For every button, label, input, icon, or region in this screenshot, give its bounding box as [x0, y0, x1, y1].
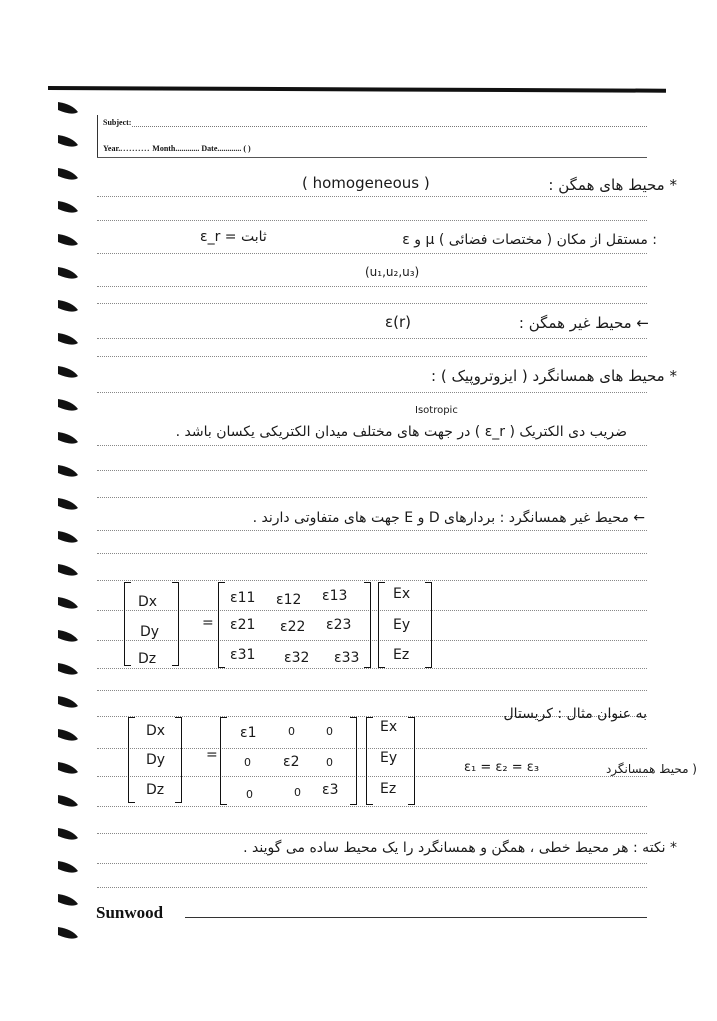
date-row: Year........... Month............ Date............ ( ) [103, 144, 251, 153]
e-vector-z: Ez [393, 647, 410, 663]
homogeneous-heading: * محیط های همگن : [548, 176, 677, 194]
isotropic-tag: Isotropic [415, 405, 458, 416]
e-vector-y: Ey [393, 617, 411, 633]
eps-cell: ε1 [240, 725, 257, 741]
subject-line [132, 126, 647, 127]
eps-cell: ε23 [326, 617, 352, 633]
binder-mark-icon [0, 0, 100, 1021]
zero-cell: 0 [326, 725, 333, 738]
equals-sign: = [206, 747, 218, 763]
year-label: Year. [103, 144, 121, 153]
date-label: Date. [201, 144, 220, 153]
footer-rule [185, 917, 647, 918]
eps-cell: ε2 [283, 754, 300, 770]
isotropic-medium-note: ( محیط همسانگرد [605, 762, 697, 776]
e-vector-y: Ey [380, 750, 398, 766]
d-vector-x: Dx [138, 594, 158, 610]
isotropic-heading: * محیط های همسانگرد ( ایزوتروپیک ) : [431, 367, 677, 385]
d-vector-z: Dz [138, 651, 157, 667]
d-vector-z: Dz [146, 782, 165, 798]
eps-cell: ε22 [280, 619, 306, 635]
eps-cell: ε21 [230, 617, 256, 633]
d-vector-x: Dx [146, 723, 166, 739]
d-vector-y: Dy [146, 752, 166, 768]
homogeneous-term: ( homogeneous ) [302, 174, 430, 192]
equals-sign: = [202, 615, 214, 631]
eps-cell: ε3 [322, 782, 339, 798]
crystal-example: به عنوان مثال : کریستال [503, 706, 647, 722]
mu-eps-independent-note: ε و μ مستقل از مکان ( مختصات فضائی ) : [402, 232, 657, 248]
e-vector-x: Ex [380, 719, 398, 735]
e-vector-z: Ez [380, 781, 397, 797]
subject-label: Subject: [103, 118, 132, 127]
equal-eps-relation: ε₁ = ε₂ = ε₃ [464, 760, 540, 775]
e-vector-x: Ex [393, 586, 411, 602]
subject-row [103, 118, 131, 127]
zero-cell: 0 [244, 756, 251, 769]
eps-constant: ε_r = ثابت [200, 229, 267, 245]
zero-cell: 0 [288, 725, 295, 738]
dielectric-note: ضریب دی الکتریک ( ε_r ) در جهت های مختلف میدان الکتریکی یکسان باشد . [175, 424, 627, 440]
eps-cell: ε12 [276, 592, 302, 608]
eps-of-r: ε(r) [385, 313, 411, 331]
eps-cell: ε33 [334, 650, 360, 666]
zero-cell: 0 [246, 788, 253, 801]
brand-logo: Sunwood [96, 903, 164, 922]
simple-medium-note: * نکته : هر محیط خطی ، همگن و همسانگرد را یک محیط ساده می گویند . [243, 840, 677, 856]
month-label: Month. [152, 144, 178, 153]
inhomogeneous-note: ← محیط غیر همگن : [518, 314, 649, 332]
zero-cell: 0 [294, 786, 301, 799]
eps-cell: ε11 [230, 590, 256, 606]
eps-cell: ε32 [284, 650, 310, 666]
top-rule [48, 86, 666, 93]
date-parens: ( ) [243, 144, 251, 153]
eps-cell: ε31 [230, 647, 256, 663]
anisotropic-note: ← محیط غیر همسانگرد : بردارهای D و E جهت های متفاوتی دارند . [252, 510, 645, 526]
zero-cell: 0 [326, 756, 333, 769]
eps-cell: ε13 [322, 588, 348, 604]
header-rule [97, 157, 647, 158]
coordinates-note: (u₁,u₂,u₃) [365, 265, 420, 279]
d-vector-y: Dy [140, 624, 160, 640]
